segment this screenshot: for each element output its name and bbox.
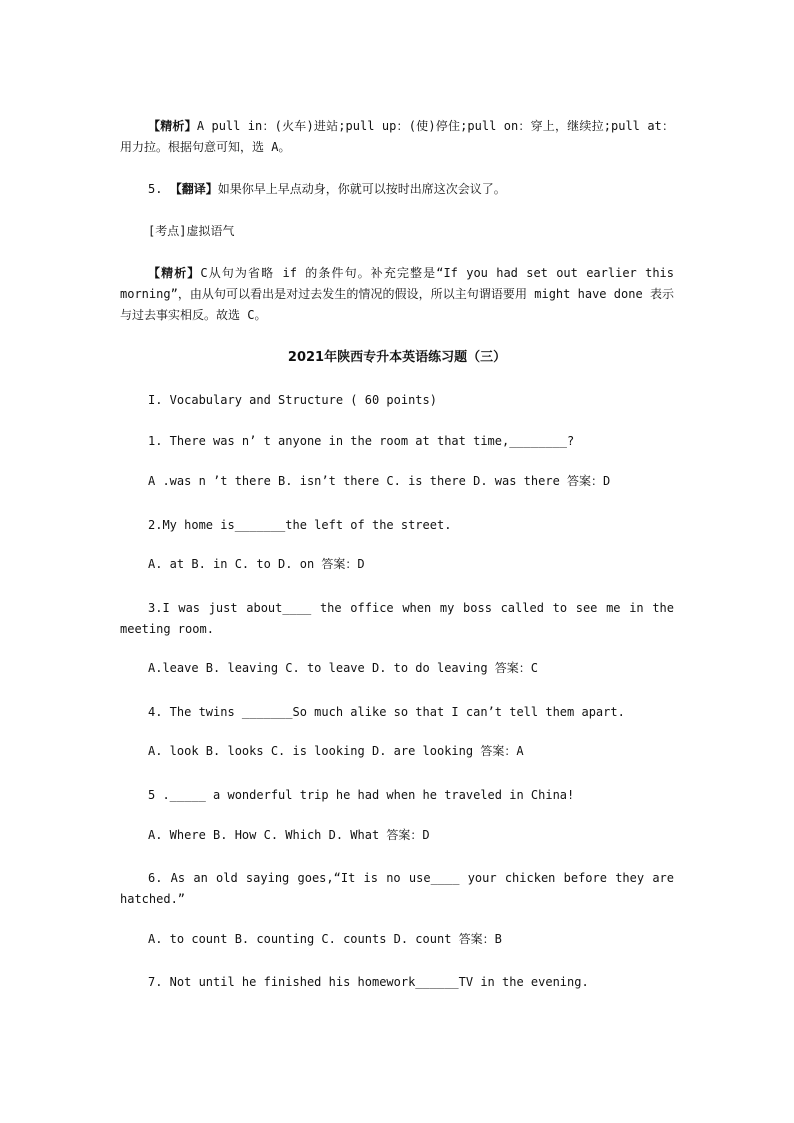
options-3: A.leave B. leaving C. to leave D. to do leaving 答案：C	[148, 661, 539, 675]
question-3: 3.I was just about____ the office when my boss called to see me in the meeting room.	[120, 601, 674, 636]
analysis-text: C从句为省略 if 的条件句。补充完整是“If you had set out earlier this morning”，由从句可以看出是对过去发生的情况的假设，所以主句谓语要用 might have done 表示与过去事实相反。故选 C。	[120, 266, 674, 322]
options-2: A. at B. in C. to D. on 答案：D	[148, 557, 365, 571]
options-4: A. look B. looks C. is looking D. are looking 答案：A	[148, 744, 524, 758]
options-1: A .was n ’t there B. isn’t there C. is there D. was there 答案：D	[148, 474, 611, 488]
options-5: A. Where B. How C. Which D. What 答案：D	[148, 828, 430, 842]
q4-analysis	[120, 116, 674, 158]
exercise-title: 2021年陕西专升本英语练习题（三）	[287, 350, 507, 365]
question-7: 7. Not until he finished his homework______TV in the evening.	[148, 975, 589, 989]
analysis-tag: 【精析】	[148, 119, 197, 133]
analysis-tag: 【精析】	[148, 266, 201, 280]
question-5: 5 ._____ a wonderful trip he had when he traveled in China!	[148, 788, 575, 802]
q5-test-point: [考点]虚拟语气	[148, 224, 235, 238]
section-heading: I. Vocabulary and Structure ( 60 points)	[148, 393, 437, 407]
question-4: 4. The twins _______So much alike so that I can’t tell them apart.	[148, 705, 625, 719]
question-number: 5.	[148, 182, 170, 196]
question-1: 1. There was n’ t anyone in the room at that time,________?	[148, 434, 575, 448]
question-6: 6. As an old saying goes,“It is no use____ your chicken before they are hatched.”	[120, 871, 674, 906]
question-2: 2.My home is_______the left of the street.	[148, 518, 452, 532]
analysis-text: A pull in：(火车)进站;pull up：(使)停住;pull on：穿上，继续拉;pull at：用力拉。根据句意可知，选 A。	[120, 119, 674, 154]
translation-tag: 【翻译】	[169, 182, 218, 196]
options-6: A. to count B. counting C. counts D. count 答案：B	[148, 932, 502, 946]
translation-text: 如果你早上早点动身，你就可以按时出席这次会议了。	[217, 182, 506, 196]
q5-translation	[120, 179, 674, 200]
q5-analysis	[120, 263, 674, 326]
